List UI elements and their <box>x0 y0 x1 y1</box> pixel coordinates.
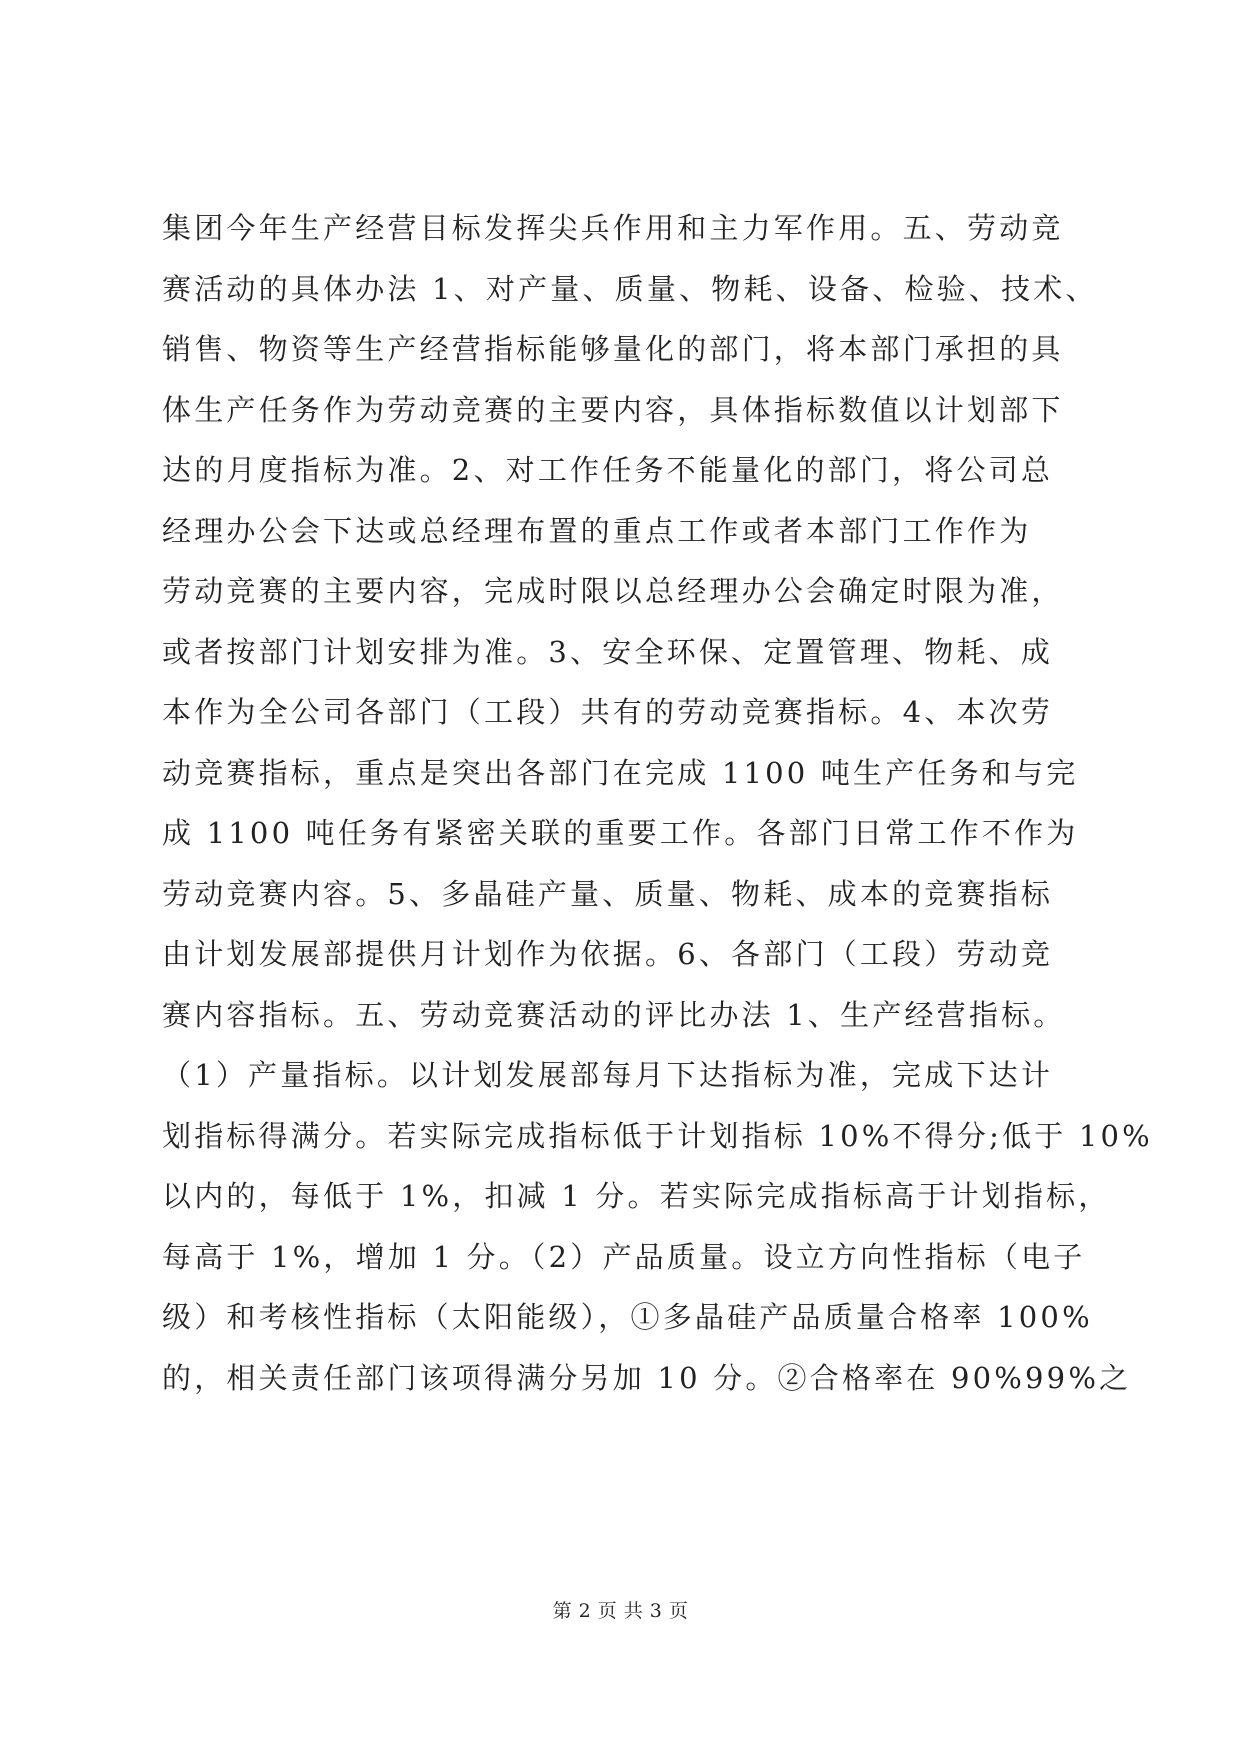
body-line-2: 赛活动的具体办法 1、对产量、质量、物耗、设备、检验、技术、 <box>162 271 1098 306</box>
body-line-18: 每高于 1%，增加 1 分。（2）产品质量。设立方向性指标（电子 <box>162 1239 1086 1274</box>
body-line-20: 的，相关责任部门该项得满分另加 10 分。②合格率在 90%99%之 <box>162 1360 1132 1395</box>
body-line-6: 经理办公会下达或总经理布置的重点工作或者本部门工作作为 <box>162 513 1032 548</box>
body-line-16: 划指标得满分。若实际完成指标低于计划指标 10%不得分;低于 10% <box>162 1118 1153 1153</box>
page-footer <box>0 1596 1241 1623</box>
body-line-12: 劳动竞赛内容。5、多晶硅产量、质量、物耗、成本的竞赛指标 <box>162 876 1054 911</box>
body-line-4: 体生产任务作为劳动竞赛的主要内容，具体指标数值以计划部下 <box>162 392 1064 427</box>
body-line-11: 成 1100 吨任务有紧密关联的重要工作。各部门日常工作不作为 <box>162 816 1079 850</box>
body-line-13: 由计划发展部提供月计划作为依据。6、各部门（工段）劳动竞 <box>162 937 1054 971</box>
body-line-7: 劳动竞赛的主要内容，完成时限以总经理办公会确定时限为准， <box>162 574 1064 608</box>
body-line-8: 或者按部门计划安排为准。3、安全环保、定置管理、物耗、成 <box>162 634 1054 669</box>
body-line-3: 销售、物资等生产经营指标能够量化的部门，将本部门承担的具 <box>162 332 1064 366</box>
body-line-5: 达的月度指标为准。2、对工作任务不能量化的部门，将公司总 <box>162 453 1054 487</box>
body-line-10: 动竞赛指标，重点是突出各部门在完成 1100 吨生产任务和与完 <box>162 755 1079 790</box>
body-line-19: 级）和考核性指标（太阳能级），①多晶硅产品质量合格率 100% <box>162 1300 1093 1334</box>
body-line-15: （1）产量指标。以计划发展部每月下达指标为准，完成下达计 <box>162 1058 1054 1092</box>
body-line-17: 以内的，每低于 1%，扣减 1 分。若实际完成指标高于计划指标， <box>162 1179 1111 1213</box>
document-body <box>162 198 1153 1408</box>
body-line-9: 本作为全公司各部门（工段）共有的劳动竞赛指标。4、本次劳 <box>162 695 1054 729</box>
page-number-label: 第 2 页 共 3 页 <box>552 1600 689 1622</box>
body-line-14: 赛内容指标。五、劳动竞赛活动的评比办法 1、生产经营指标。 <box>162 997 1066 1032</box>
body-line-1: 集团今年生产经营目标发挥尖兵作用和主力军作用。五、劳动竞 <box>162 211 1064 245</box>
